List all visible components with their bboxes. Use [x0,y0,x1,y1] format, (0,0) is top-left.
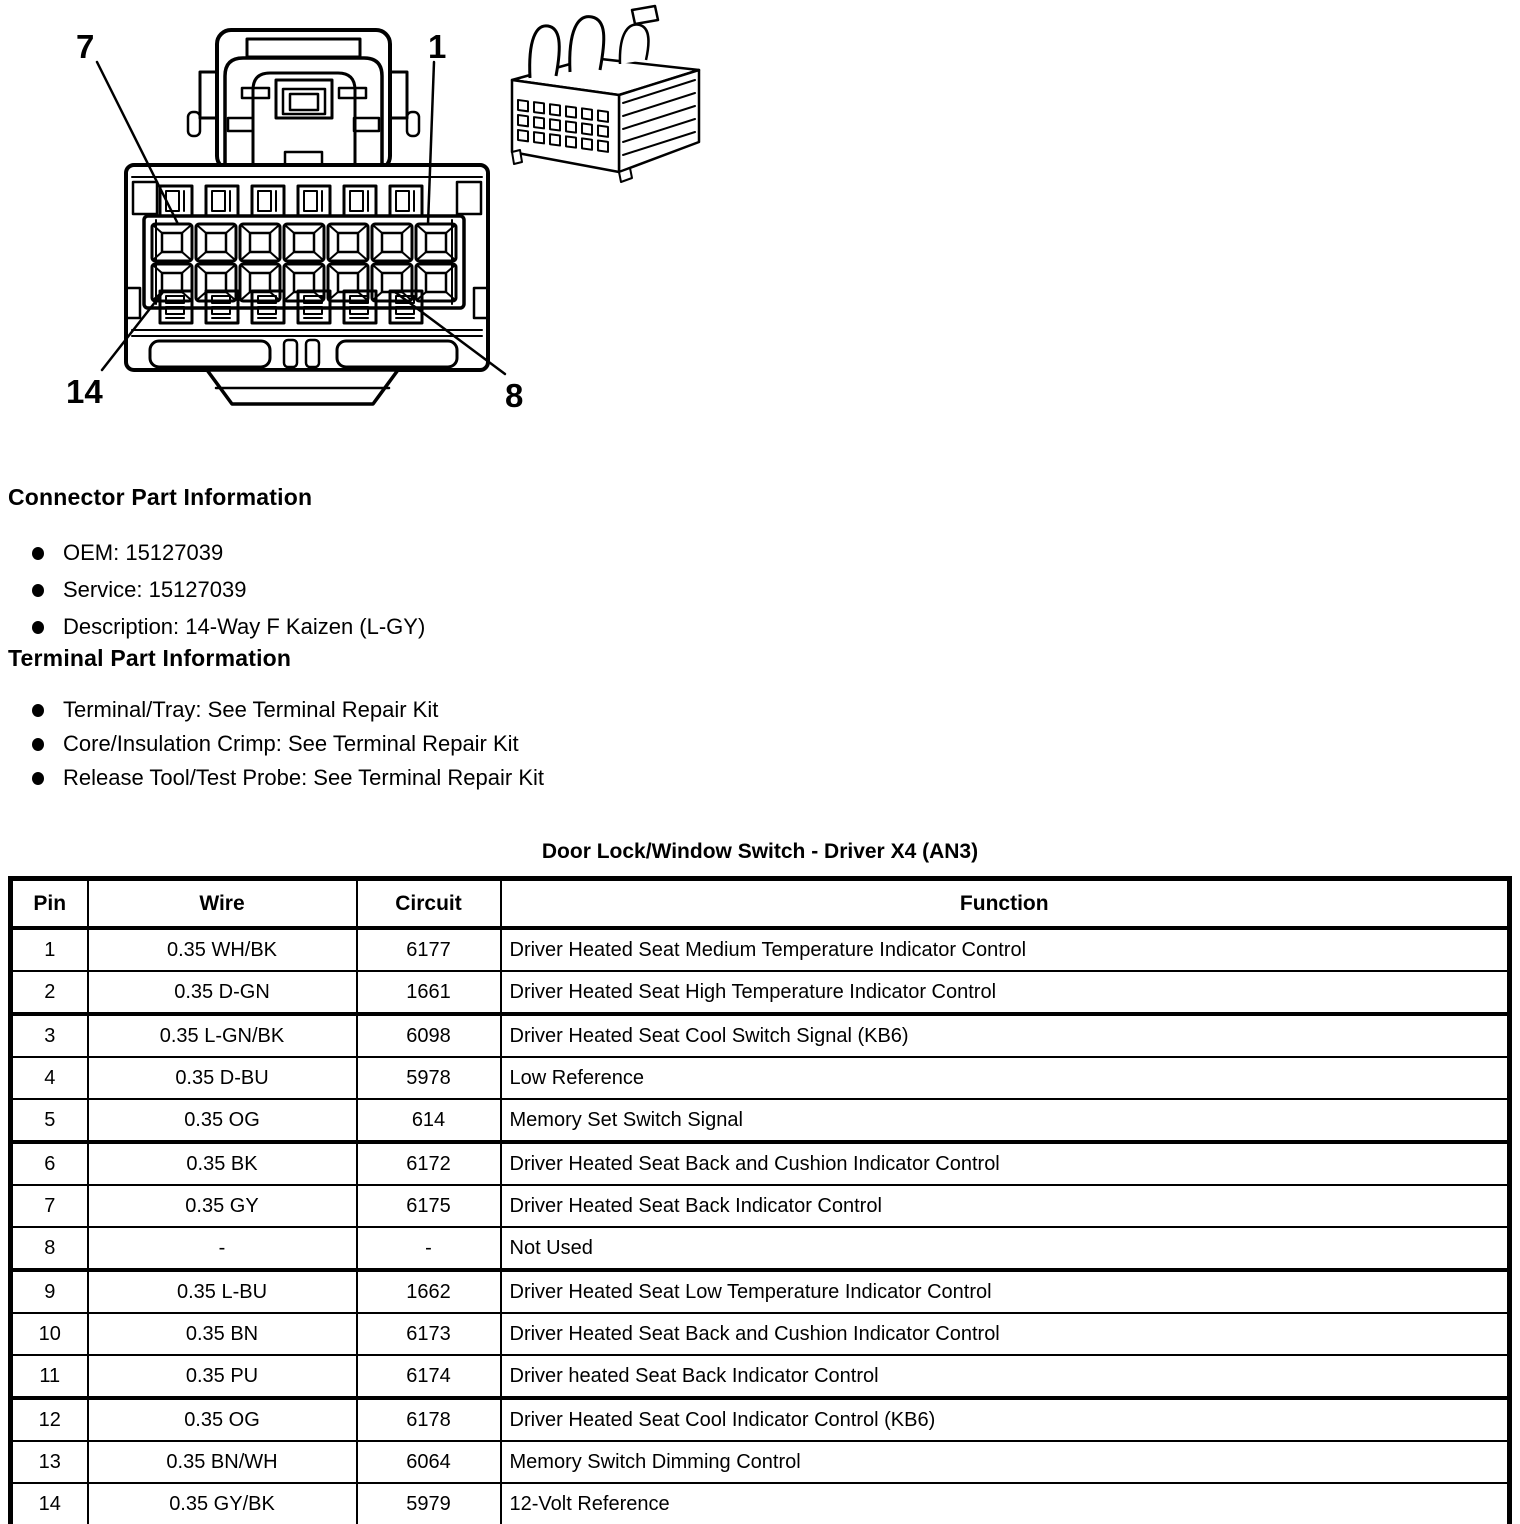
cell-circuit: 6175 [357,1185,501,1227]
cell-circuit: 6177 [357,928,501,971]
table-row [11,1142,1510,1185]
table-row [11,1057,1510,1099]
cell-wire: - [88,1227,357,1270]
list-item-text: Terminal/Tray: See Terminal Repair Kit [63,697,439,722]
table-row [11,1355,1510,1398]
bullet-icon [32,772,44,785]
cell-circuit: - [357,1227,501,1270]
cell-pin: 5 [11,1099,88,1142]
latch-assembly [188,30,419,170]
connector-face-drawing [50,10,550,422]
connector-body [126,165,488,404]
cell-circuit: 1661 [357,971,501,1014]
table-row [11,1185,1510,1227]
cell-function: Driver Heated Seat Medium Temperature Indicator Control [501,928,1510,971]
connector-part-info-list [32,540,425,651]
cell-function: Memory Set Switch Signal [501,1099,1510,1142]
column-header-circuit: Circuit [357,879,501,929]
cell-function: Driver heated Seat Back Indicator Control [501,1355,1510,1398]
pin-label-1: 1 [428,28,447,65]
column-header-pin: Pin [11,879,88,929]
list-item [32,765,544,791]
cell-function: Driver Heated Seat Cool Indicator Control (KB6) [501,1398,1510,1441]
cell-wire: 0.35 WH/BK [88,928,357,971]
table-row [11,1483,1510,1524]
cell-pin: 1 [11,928,88,971]
cell-pin: 13 [11,1441,88,1483]
bullet-icon [32,738,44,751]
cell-pin: 9 [11,1270,88,1313]
cell-circuit: 6098 [357,1014,501,1057]
table-row [11,971,1510,1014]
pin-label-8: 8 [505,377,524,414]
cell-wire: 0.35 D-BU [88,1057,357,1099]
bullet-icon [32,704,44,717]
table-row [11,1227,1510,1270]
column-header-function: Function [501,879,1510,929]
cell-wire: 0.35 GY [88,1185,357,1227]
cell-wire: 0.35 L-BU [88,1270,357,1313]
cell-pin: 14 [11,1483,88,1524]
cell-function: 12-Volt Reference [501,1483,1510,1524]
cell-pin: 8 [11,1227,88,1270]
cell-pin: 3 [11,1014,88,1057]
terminal-part-info-list [32,697,544,799]
table-header-row [11,879,1510,929]
table-row [11,1099,1510,1142]
cell-function: Driver Heated Seat Back Indicator Control [501,1185,1510,1227]
cell-wire: 0.35 OG [88,1099,357,1142]
cell-function: Driver Heated Seat Back and Cushion Indicator Control [501,1313,1510,1355]
bullet-icon [32,584,44,597]
cell-pin: 4 [11,1057,88,1099]
cell-pin: 6 [11,1142,88,1185]
cell-circuit: 1662 [357,1270,501,1313]
cell-wire: 0.35 BN/WH [88,1441,357,1483]
list-item [32,731,544,757]
cell-pin: 11 [11,1355,88,1398]
connector-3d-drawing [492,0,717,185]
cell-pin: 10 [11,1313,88,1355]
list-item [32,697,544,723]
cell-function: Not Used [501,1227,1510,1270]
cell-wire: 0.35 BK [88,1142,357,1185]
pin-label-14: 14 [66,373,103,410]
pin-label-7: 7 [76,28,95,65]
list-item [32,614,425,640]
cell-function: Driver Heated Seat Cool Switch Signal (KB6) [501,1014,1510,1057]
terminal-part-info-heading: Terminal Part Information [8,645,292,671]
table-row [11,1014,1510,1057]
table-row [11,1270,1510,1313]
cell-circuit: 6172 [357,1142,501,1185]
column-header-wire: Wire [88,879,357,929]
cell-pin: 2 [11,971,88,1014]
cell-wire: 0.35 L-GN/BK [88,1014,357,1057]
cell-function: Driver Heated Seat High Temperature Indicator Control [501,971,1510,1014]
cell-circuit: 5978 [357,1057,501,1099]
cell-circuit: 6064 [357,1441,501,1483]
table-row [11,1441,1510,1483]
list-item-text: Service: 15127039 [63,577,247,602]
cell-function: Memory Switch Dimming Control [501,1441,1510,1483]
cell-circuit: 6174 [357,1355,501,1398]
cell-circuit: 6173 [357,1313,501,1355]
pinout-table [8,876,1512,1524]
cell-wire: 0.35 OG [88,1398,357,1441]
table-row [11,1398,1510,1441]
cell-wire: 0.35 BN [88,1313,357,1355]
cell-circuit: 5979 [357,1483,501,1524]
list-item-text: Release Tool/Test Probe: See Terminal Repair Kit [63,765,544,790]
cell-circuit: 614 [357,1099,501,1142]
table-row [11,1313,1510,1355]
bullet-icon [32,547,44,560]
list-item [32,577,425,603]
list-item [32,540,425,566]
cell-function: Driver Heated Seat Low Temperature Indicator Control [501,1270,1510,1313]
list-item-text: Core/Insulation Crimp: See Terminal Repair Kit [63,731,519,756]
cell-wire: 0.35 PU [88,1355,357,1398]
cell-function: Driver Heated Seat Back and Cushion Indicator Control [501,1142,1510,1185]
list-item-text: Description: 14-Way F Kaizen (L-GY) [63,614,426,639]
pinout-table-title: Door Lock/Window Switch - Driver X4 (AN3) [541,840,979,863]
cell-function: Low Reference [501,1057,1510,1099]
cell-wire: 0.35 GY/BK [88,1483,357,1524]
connector-part-info-heading: Connector Part Information [8,484,313,510]
cell-pin: 7 [11,1185,88,1227]
cell-circuit: 6178 [357,1398,501,1441]
table-row [11,928,1510,971]
cell-wire: 0.35 D-GN [88,971,357,1014]
list-item-text: OEM: 15127039 [63,540,224,565]
bullet-icon [32,621,44,634]
cell-pin: 12 [11,1398,88,1441]
